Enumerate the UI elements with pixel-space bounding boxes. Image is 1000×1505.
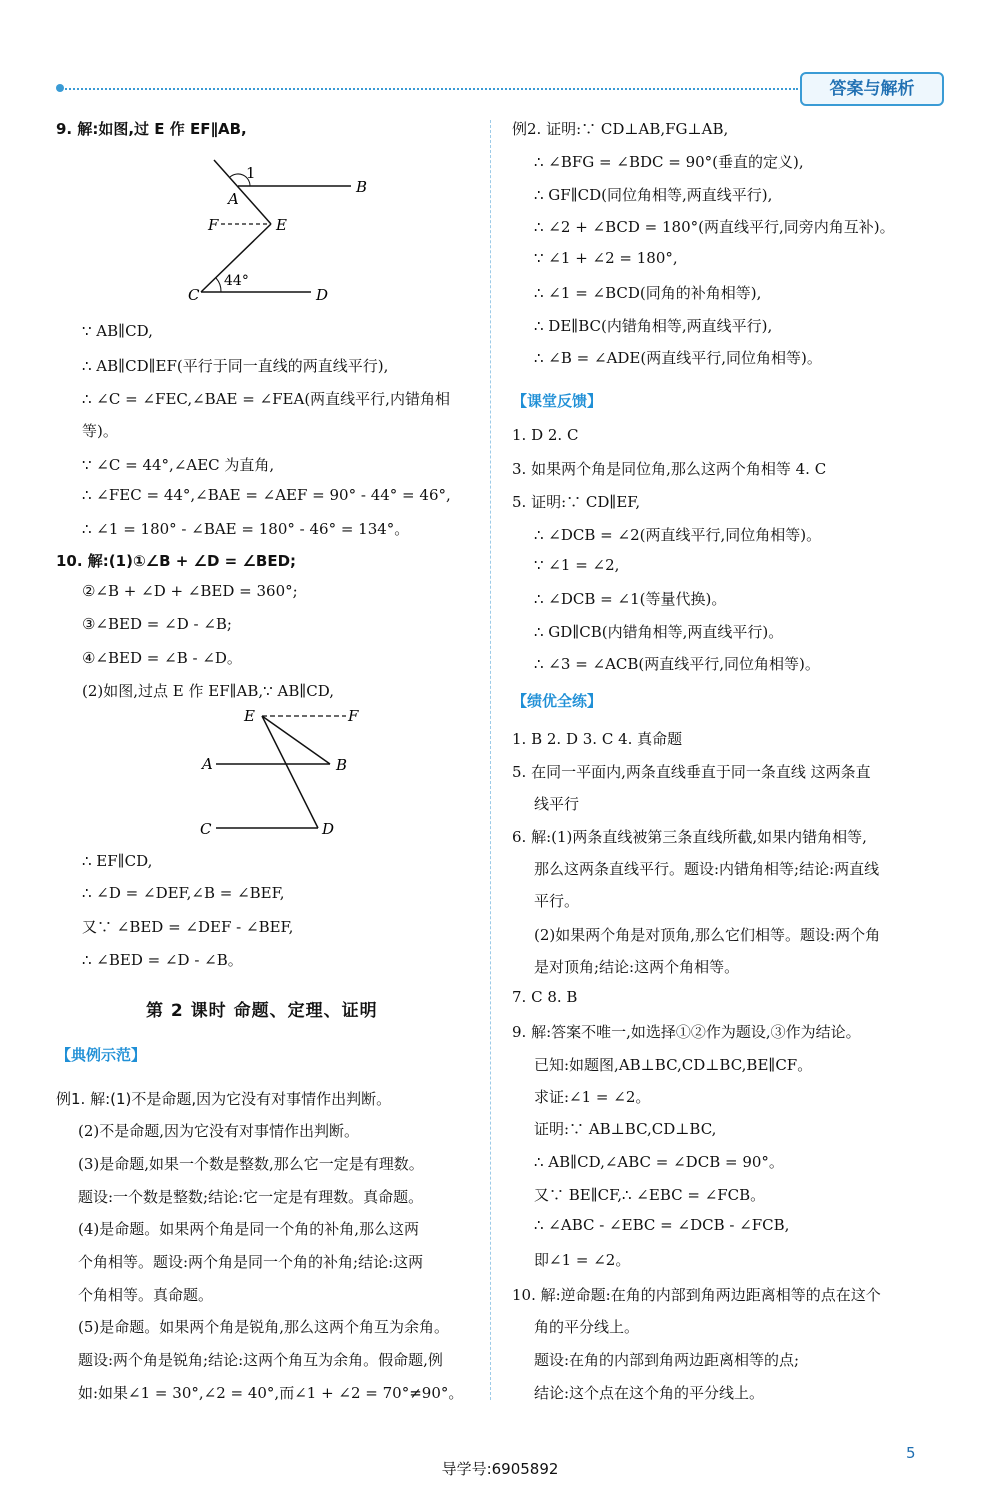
q9-angle-c-arc — [216, 278, 221, 292]
q10-line-2: ④∠BED = ∠B - ∠D。 — [82, 649, 242, 667]
jy-line-1: 5. 在同一平面内,两条直线垂直于同一条直线 这两条直 — [512, 763, 871, 781]
q9-label-c: C — [188, 286, 200, 304]
q9-label-e: E — [276, 216, 287, 234]
q9-label-1: 1 — [246, 164, 256, 182]
q9-line-ae-ext — [214, 160, 271, 224]
q10-line2-3: ∴ ∠BED = ∠D - ∠B。 — [82, 951, 243, 969]
fb-line-5: ∴ ∠DCB = ∠1(等量代换)。 — [534, 590, 727, 608]
q9-label-f: F — [208, 216, 219, 234]
jy-line-6: (2)如果两个角是对顶角,那么它们相等。题设:两个角 — [534, 926, 881, 944]
q9-line-6: ∴ ∠1 = 180° - ∠BAE = 180° - 46° = 134°。 — [82, 520, 410, 538]
section-header-tag: 答案与解析 — [800, 72, 944, 106]
lesson-title: 第 2 课时 命题、定理、证明 — [146, 1001, 378, 1021]
jy-line-3: 6. 解:(1)两条直线被第三条直线所截,如果内错角相等, — [512, 828, 867, 846]
fb-line-4: ∵ ∠1 = ∠2, — [534, 556, 620, 574]
jy-line-9: 9. 解:答案不唯一,如选择①②作为题设,③作为结论。 — [512, 1023, 861, 1041]
q9-label-b: B — [356, 178, 368, 196]
jy-line-17: 10. 解:逆命题:在角的内部到角两边距离相等的点在这个 — [512, 1286, 881, 1304]
q9-label-d: D — [316, 286, 329, 304]
q10-title: 10. 解:(1)①∠B + ∠D = ∠BED; — [56, 552, 297, 570]
fb-line-6: ∴ GD∥CB(内错角相等,两直线平行)。 — [534, 623, 784, 641]
jy-line-5: 平行。 — [534, 892, 580, 910]
ex2-line-0: 例2. 证明:∵ CD⊥AB,FG⊥AB, — [512, 120, 729, 138]
column-divider — [490, 120, 491, 1400]
jy-line-13: ∴ AB∥CD,∠ABC = ∠DCB = 90°。 — [534, 1153, 784, 1171]
q10-label-c: C — [200, 820, 212, 836]
jy-line-14: 又∵ BE∥CF,∴ ∠EBC = ∠FCB。 — [534, 1186, 766, 1204]
ex2-line-1: ∴ ∠BFG = ∠BDC = 90°(垂直的定义), — [534, 153, 804, 171]
ex2-line-3: ∴ ∠2 + ∠BCD = 180°(两直线平行,同旁内角互补)。 — [534, 218, 895, 236]
q9-line-3: 等)。 — [82, 422, 118, 440]
ex2-line-5: ∴ ∠1 = ∠BCD(同角的补角相等), — [534, 284, 762, 302]
fb-line-0: 1. D 2. C — [512, 426, 579, 444]
ex1-line-0: 例1. 解:(1)不是命题,因为它没有对事情作出判断。 — [56, 1090, 392, 1108]
ex1-line-6: 个角相等。真命题。 — [78, 1286, 214, 1304]
ex1-line-5: 个角相等。题设:两个角是同一个角的补角;结论:这两 — [78, 1253, 424, 1271]
q10-label-f: F — [348, 707, 359, 725]
section-ketang: 【课堂反馈】 — [512, 392, 603, 410]
q10-line2-0: ∴ EF∥CD, — [82, 852, 153, 870]
q10-label-d: D — [322, 820, 335, 836]
q10-label-b: B — [336, 756, 348, 774]
jy-line-4: 那么这两条直线平行。题设:内错角相等;结论:两直线 — [534, 860, 880, 878]
section-jiyou: 【绩优全练】 — [512, 692, 603, 710]
jy-line-7: 是对顶角;结论:这两个角相等。 — [534, 958, 740, 976]
q10-label-e: E — [244, 707, 255, 725]
q9-line-1: ∴ AB∥CD∥EF(平行于同一直线的两直线平行), — [82, 357, 389, 375]
q9-line-4: ∵ ∠C = 44°,∠AEC 为直角, — [82, 456, 275, 474]
section-dianli: 【典例示范】 — [56, 1046, 147, 1064]
fb-line-2: 5. 证明:∵ CD∥EF, — [512, 493, 641, 511]
jy-line-19: 题设:在角的内部到角两边距离相等的点; — [534, 1351, 800, 1369]
footer-code: 导学号:6905892 — [441, 1460, 559, 1478]
q10-figure — [196, 706, 376, 836]
page-number: 5 — [906, 1444, 916, 1462]
ex1-line-3: 题设:一个数是整数;结论:它一定是有理数。真命题。 — [78, 1188, 424, 1206]
fb-line-1: 3. 如果两个角是同位角,那么这两个角相等 4. C — [512, 460, 827, 478]
ex1-line-7: (5)是命题。如果两个角是锐角,那么这两个角互为余角。 — [78, 1318, 450, 1336]
q10-line-ed — [262, 716, 318, 828]
jy-line-8: 7. C 8. B — [512, 988, 578, 1006]
ex1-line-1: (2)不是命题,因为它没有对事情作出判断。 — [78, 1122, 360, 1140]
ex1-line-8: 题设:两个角是锐角;结论:这两个角互为余角。假命题,例 — [78, 1351, 443, 1369]
q10-line-1: ③∠BED = ∠D - ∠B; — [82, 615, 232, 633]
jy-line-18: 角的平分线上。 — [534, 1318, 640, 1336]
ex1-line-4: (4)是命题。如果两个角是同一个角的补角,那么这两 — [78, 1220, 420, 1238]
q9-line-5: ∴ ∠FEC = 44°,∠BAE = ∠AEF = 90° - 44° = 46°, — [82, 486, 451, 504]
ex1-line-2: (3)是命题,如果一个数是整数,那么它一定是有理数。 — [78, 1155, 424, 1173]
jy-line-12: 证明:∵ AB⊥BC,CD⊥BC, — [534, 1120, 717, 1138]
q10-label-a: A — [202, 755, 213, 773]
ex2-line-7: ∴ ∠B = ∠ADE(两直线平行,同位角相等)。 — [534, 349, 822, 367]
q9-line-0: ∵ AB∥CD, — [82, 322, 153, 340]
jy-line-20: 结论:这个点在这个角的平分线上。 — [534, 1384, 765, 1402]
jy-line-16: 即∠1 = ∠2。 — [534, 1251, 631, 1269]
q9-figure — [176, 152, 376, 312]
q9-label-a: A — [228, 190, 239, 208]
header-rule — [58, 88, 798, 90]
q10-line-eb — [262, 716, 330, 764]
q9-title: 9. 解:如图,过 E 作 EF∥AB, — [56, 120, 247, 138]
jy-line-11: 求证:∠1 = ∠2。 — [534, 1088, 651, 1106]
fb-line-3: ∴ ∠DCB = ∠2(两直线平行,同位角相等)。 — [534, 526, 822, 544]
q9-label-44: 44° — [224, 273, 249, 289]
q10-line-0: ②∠B + ∠D + ∠BED = 360°; — [82, 582, 298, 600]
q10-line-3: (2)如图,过点 E 作 EF∥AB,∵ AB∥CD, — [82, 682, 335, 700]
q10-line2-1: ∴ ∠D = ∠DEF,∠B = ∠BEF, — [82, 884, 285, 902]
jy-line-10: 已知:如题图,AB⊥BC,CD⊥BC,BE∥CF。 — [534, 1056, 813, 1074]
ex2-line-2: ∴ GF∥CD(同位角相等,两直线平行), — [534, 186, 773, 204]
ex2-line-6: ∴ DE∥BC(内错角相等,两直线平行), — [534, 317, 773, 335]
ex2-line-4: ∵ ∠1 + ∠2 = 180°, — [534, 249, 678, 267]
q9-line-2: ∴ ∠C = ∠FEC,∠BAE = ∠FEA(两直线平行,内错角相 — [82, 390, 450, 408]
q10-line2-2: 又∵ ∠BED = ∠DEF - ∠BEF, — [82, 918, 294, 936]
jy-line-0: 1. B 2. D 3. C 4. 真命题 — [512, 730, 683, 748]
jy-line-15: ∴ ∠ABC - ∠EBC = ∠DCB - ∠FCB, — [534, 1216, 790, 1234]
ex1-line-9: 如:如果∠1 = 30°,∠2 = 40°,而∠1 + ∠2 = 70°≠90°。 — [78, 1384, 464, 1402]
jy-line-2: 线平行 — [534, 795, 580, 813]
fb-line-7: ∴ ∠3 = ∠ACB(两直线平行,同位角相等)。 — [534, 655, 820, 673]
